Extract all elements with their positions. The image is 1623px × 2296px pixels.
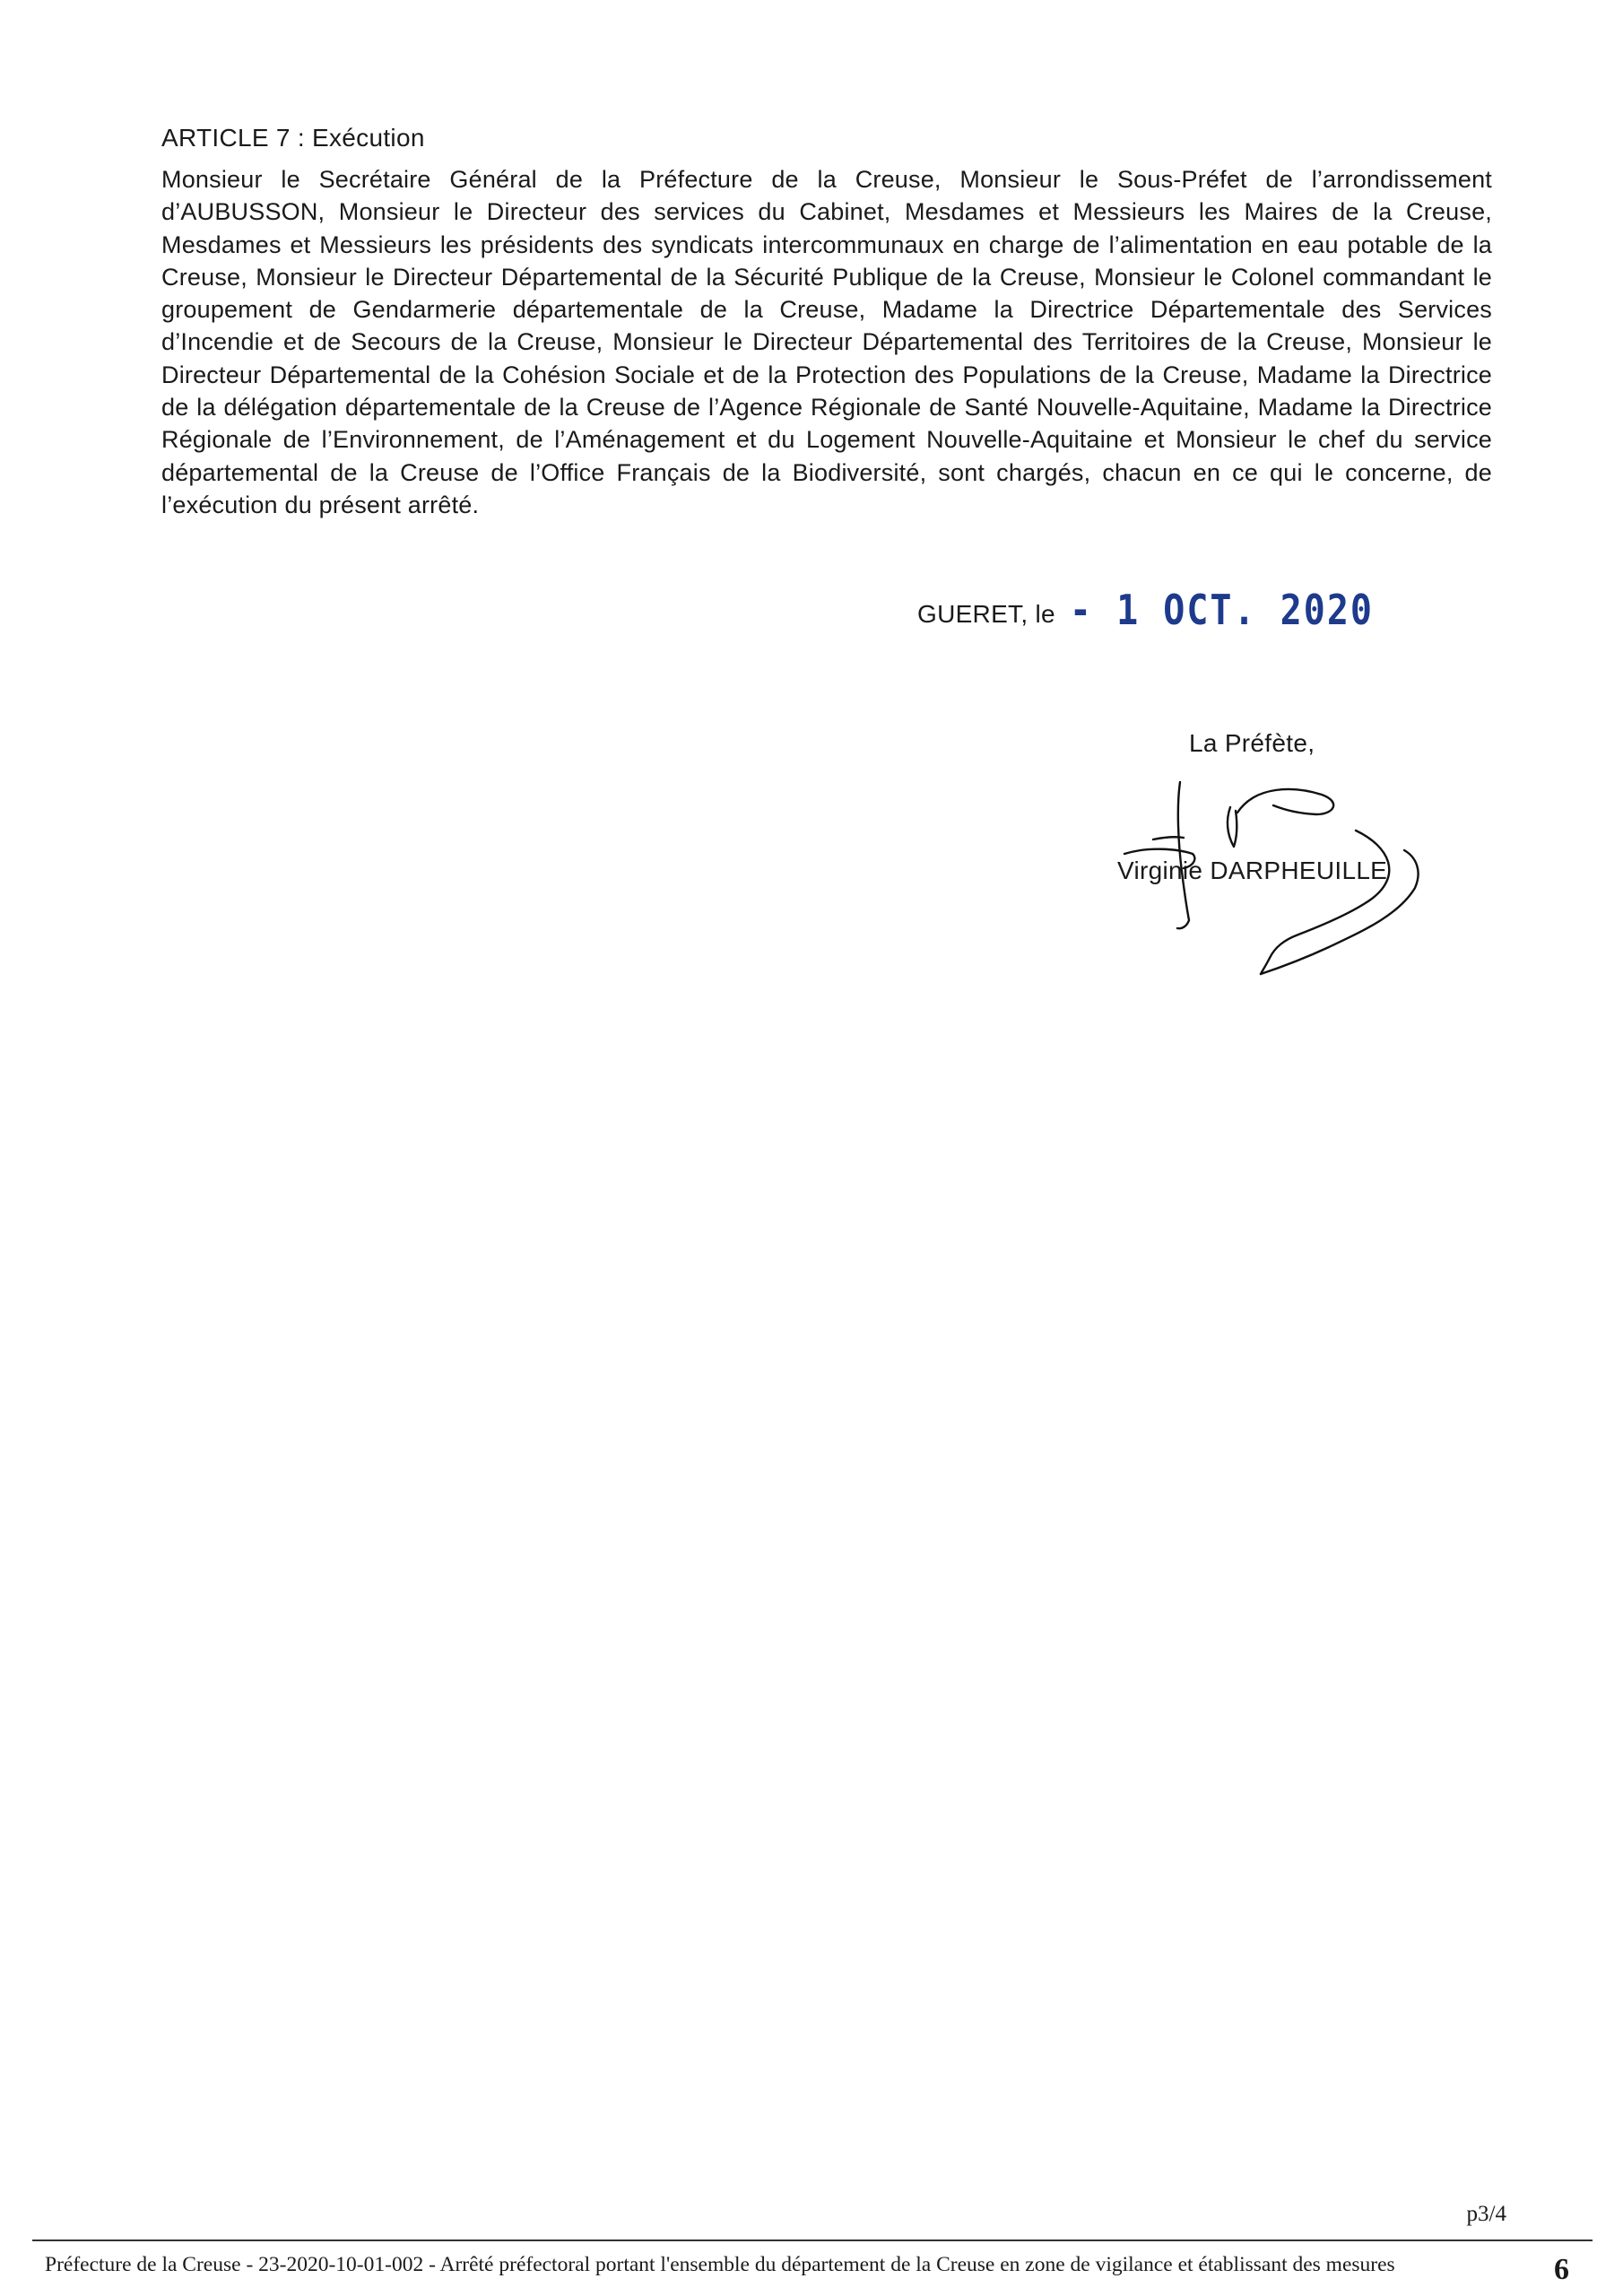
date-line: [916, 587, 1374, 635]
footer-text: Préfecture de la Creuse - 23-2020-10-01-002 - Arrêté préfectoral portant l'ensemble du département de la Creuse en zone de vigilance et établissant des mesures: [45, 2253, 1395, 2276]
article-body: Monsieur le Secrétaire Général de la Préfecture de la Creuse, Monsieur le Sous-Préfet de l’arrondissement d’AUBUSSON, Monsieur le Directeur des services du Cabinet, Mesdames et Messieurs les Maires de la Creuse, Mesdames et Messieurs les présidents des syndicats intercommunaux en charge de l’alimentation en eau potable de la Creuse, Monsieur le Directeur Départemental de la Sécurité Publique de la Creuse, Monsieur le Colonel commandant le groupement de Gendarmerie départementale de la Creuse, Madame la Directrice Départementale des Services d’Incendie et de Secours de la Creuse, Monsieur le Directeur Départemental des Territoires de la Creuse, Monsieur le Directeur Départemental de la Cohésion Sociale et de la Protection des Populations de la Creuse, Madame la Directrice de la délégation départementale de la Creuse de l’Agence Régionale de Santé Nouvelle-Aquitaine, Madame la Directrice Régionale de l’Environnement, de l’Aménagement et du Logement Nouvelle-Aquitaine et Monsieur le chef du service départemental de la Creuse de l’Office Français de la Biodiversité, sont chargés, chacun en ce qui le concerne, de l’exécution du présent arrêté.: [161, 166, 1492, 518]
signer-title: La Préfète,: [1189, 729, 1315, 757]
handwritten-signature: [1094, 771, 1453, 1022]
date-stamp: - 1 OCT. 2020: [1069, 587, 1374, 635]
footer-divider: [32, 2239, 1593, 2241]
page-number: p3/4: [1466, 2202, 1506, 2226]
signer-name: Virginie DARPHEUILLE: [1117, 857, 1388, 884]
footer-page-index: 6: [1554, 2253, 1569, 2286]
article-heading: ARTICLE 7 : Exécution: [161, 124, 425, 152]
date-prefix: GUERET, le: [916, 600, 1055, 628]
